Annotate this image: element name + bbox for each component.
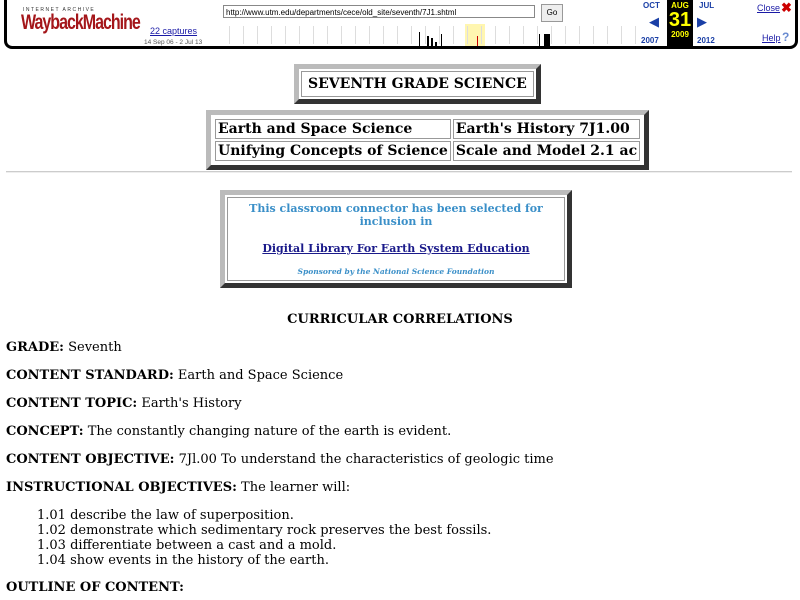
- dlese-box: [220, 190, 572, 288]
- page-title: [294, 64, 541, 104]
- timeline-gridline: [425, 26, 426, 44]
- timeline-gridline: [551, 26, 552, 44]
- timeline-gridline: [537, 26, 538, 44]
- wayback-toolbar: [4, 0, 798, 49]
- current-day: 31: [668, 9, 692, 31]
- timeline-gridline: [369, 26, 370, 44]
- close-link[interactable]: Close: [757, 3, 781, 13]
- close-icon[interactable]: ✖: [781, 0, 792, 15]
- timeline-gridline: [411, 26, 412, 44]
- table-cell: Earth's History 7J1.00: [453, 119, 640, 139]
- timeline-gridline: [509, 26, 510, 44]
- timeline-gridline: [271, 26, 272, 44]
- timeline-gridline: [481, 26, 482, 44]
- table-row: [215, 141, 640, 161]
- capture-bar: [544, 34, 550, 46]
- field-instructional-objectives: INSTRUCTIONAL OBJECTIVES: The learner will:: [6, 480, 351, 495]
- help-link[interactable]: Help: [762, 33, 781, 43]
- timeline-gridline: [229, 26, 230, 44]
- timeline-gridline: [327, 26, 328, 44]
- timeline-gridline: [635, 26, 636, 44]
- capture-bar: [431, 38, 433, 46]
- prev-arrow-icon[interactable]: ◀: [649, 14, 659, 29]
- go-button[interactable]: Go: [541, 4, 563, 22]
- timeline-gridline: [285, 26, 286, 44]
- dlese-text: This classroom connector has been selected for inclusion in: [249, 202, 543, 228]
- capture-bar: [419, 32, 420, 46]
- timeline-gridline: [565, 26, 566, 44]
- next-arrow-icon[interactable]: ▶: [697, 14, 707, 29]
- dlese-link[interactable]: Digital Library For Earth System Education: [262, 242, 530, 255]
- prev-year[interactable]: 2007: [641, 36, 659, 45]
- section-heading: CURRICULAR CORRELATIONS: [287, 312, 513, 327]
- table-cell: Unifying Concepts of Science: [215, 141, 451, 161]
- timeline-gridline: [467, 26, 468, 44]
- table-row: [215, 119, 640, 139]
- table-cell: Scale and Model 2.1 ac: [453, 141, 640, 161]
- timeline-gridline: [243, 26, 244, 44]
- timeline-gridline: [299, 26, 300, 44]
- prev-month[interactable]: OCT: [643, 1, 660, 10]
- list-item: 1.02 demonstrate which sedimentary rock preserves the best fossils.: [37, 523, 492, 538]
- timeline-gridline: [607, 26, 608, 44]
- captures-link[interactable]: 22 captures: [150, 26, 198, 36]
- logo-subtitle: INTERNET ARCHIVE: [23, 7, 96, 13]
- current-capture: [667, 0, 693, 46]
- current-year: 2009: [671, 30, 689, 39]
- timeline-gridline: [453, 26, 454, 44]
- timeline-gridline: [621, 26, 622, 44]
- timeline-gridline: [355, 26, 356, 44]
- outline-heading: OUTLINE OF CONTENT:: [6, 580, 184, 595]
- url-input[interactable]: http://www.utm.edu/departments/cece/old_site/seventh/7J1.shtml: [223, 5, 535, 18]
- next-month[interactable]: JUL: [699, 1, 715, 10]
- field-content-topic: CONTENT TOPIC: Earth's History: [6, 396, 242, 411]
- objectives-list: [37, 508, 491, 568]
- timeline-gridline: [523, 26, 524, 44]
- capture-bar: [435, 42, 437, 46]
- list-item: 1.03 differentiate between a cast and a mold.: [37, 538, 337, 553]
- list-item: 1.01 describe the law of superposition.: [37, 508, 294, 523]
- timeline-gridline: [579, 26, 580, 44]
- capture-timeline[interactable]: [219, 24, 639, 46]
- field-concept: CONCEPT: The constantly changing nature of the earth is evident.: [6, 424, 452, 439]
- timeline-gridline: [593, 26, 594, 44]
- capture-range: 14 Sep 06 - 2 Jul 13: [144, 39, 203, 46]
- help-icon[interactable]: ?: [782, 30, 790, 44]
- capture-bar: [441, 34, 442, 46]
- capture-bar: [427, 36, 429, 46]
- page-title-text: SEVENTH GRADE SCIENCE: [301, 71, 534, 97]
- timeline-gridline: [313, 26, 314, 44]
- timeline-gridline: [257, 26, 258, 44]
- field-content-standard: CONTENT STANDARD: Earth and Space Science: [6, 368, 344, 383]
- list-item: 1.04 show events in the history of the earth.: [37, 553, 329, 568]
- field-grade: GRADE: Seventh: [6, 340, 122, 355]
- timeline-gridline: [383, 26, 384, 44]
- timeline-gridline: [439, 26, 440, 44]
- capture-bar: [539, 34, 540, 46]
- sponsor-text: Sponsored by the National Science Foundation: [297, 267, 495, 276]
- field-content-objective: CONTENT OBJECTIVE: 7Jl.00 To understand the characteristics of geologic time: [6, 452, 554, 467]
- standards-table: [206, 110, 649, 170]
- timeline-gridline: [341, 26, 342, 44]
- capture-bar: [477, 36, 478, 46]
- next-year[interactable]: 2012: [697, 36, 715, 45]
- table-cell: Earth and Space Science: [215, 119, 451, 139]
- current-month: AUG: [671, 1, 689, 10]
- wayback-logo[interactable]: WaybackMachine: [21, 12, 140, 35]
- timeline-gridline: [495, 26, 496, 44]
- timeline-gridline: [397, 26, 398, 44]
- divider: [6, 171, 792, 173]
